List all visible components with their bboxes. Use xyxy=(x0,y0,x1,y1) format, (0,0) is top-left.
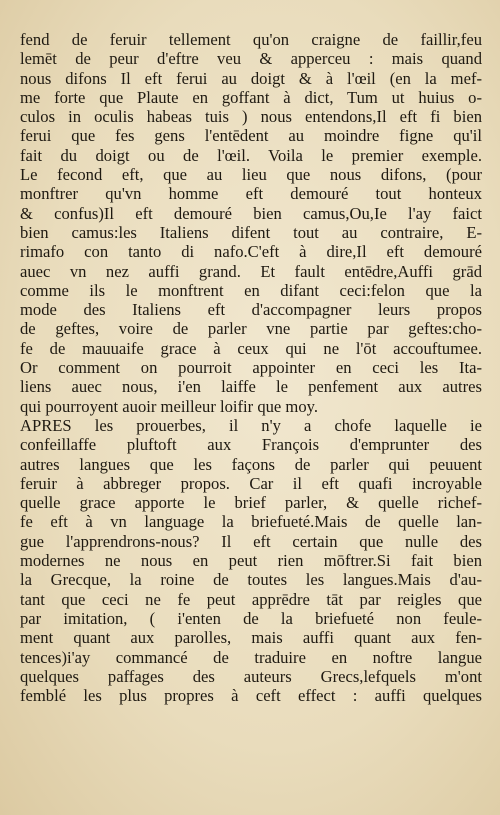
text-line: APRES les prouerbes, il n'y a chofe laquelle ie xyxy=(20,415,482,435)
text-line: lemēt de peur d'eftre veu & apperceu : mais quand xyxy=(20,49,482,69)
text-line: bien camus:les Italiens difent tout au contraire, E- xyxy=(20,222,482,242)
text-line: ment quant aux parolles, mais auffi quant aux fen- xyxy=(20,628,482,648)
text-line: monftrer qu'vn homme eft demouré tout honteux xyxy=(20,184,482,204)
text-line: modernes ne nous en peut rien mōftrer.Si fait bien xyxy=(20,551,482,571)
text-line: confeillaffe pluftoft aux François d'emprunter des xyxy=(20,435,482,455)
text-line: fait du doigt ou de l'œil. Voila le premier exemple. xyxy=(20,145,482,165)
text-line: autres langues que les façons de parler qui peuuent xyxy=(20,454,482,474)
text-line: rimafo con tanto di nafo.C'eft à dire,Il eft demouré xyxy=(20,242,482,262)
text-line: tant que ceci ne fe peut apprēdre tāt par reigles que xyxy=(20,589,482,609)
text-line: quelques paffages des auteurs Grecs,lefquels m'ont xyxy=(20,666,482,686)
text-line: la Grecque, la roine de toutes les langues.Mais d'au- xyxy=(20,570,482,590)
text-line: feruir à abbreger propos. Car il eft quafi incroyable xyxy=(20,473,482,493)
text-line: Or comment on pourroit appointer en ceci les Ita- xyxy=(20,358,482,378)
text-line: par imitation, ( i'enten de la briefueté non feule- xyxy=(20,608,482,628)
text-line: fe de mauuaife grace à ceux qui ne l'ōt accouftumee. xyxy=(20,338,482,358)
text-line: mode des Italiens eft d'accompagner leurs propos xyxy=(20,300,482,320)
text-line: fe eft à vn language la briefueté.Mais de quelle lan- xyxy=(20,512,482,532)
text-line: culos in oculis habeas tuis ) nous entendons,Il eft fi bien xyxy=(20,107,482,127)
text-line: de geftes, voire de parler vne partie par geftes:cho- xyxy=(20,319,482,339)
text-line: quelle grace apporte le brief parler, & quelle richef- xyxy=(20,493,482,513)
text-line: auec vn nez auffi grand. Et fault entēdre,Auffi grād xyxy=(20,261,482,281)
text-line: gue l'apprendrons-nous? Il eft certain que nulle des xyxy=(20,531,482,551)
text-line: liens auec nous, i'en laiffe le penfement aux autres xyxy=(20,377,482,397)
text-line: nous difons Il eft ferui au doigt & à l'œil (en la mef- xyxy=(20,68,482,88)
text-line: comme ils le monftrent en difant ceci:felon que la xyxy=(20,280,482,300)
text-line: Le fecond eft, que au lieu que nous difons, (pour xyxy=(20,165,482,185)
text-line: fend de feruir tellement qu'on craigne de faillir,feu xyxy=(20,30,482,49)
text-line: ferui que fes gens l'entēdent au moindre figne qu'il xyxy=(20,126,482,146)
page-text xyxy=(20,30,482,705)
text-line: & confus)Il eft demouré bien camus,Ou,Ie l'ay faict xyxy=(20,203,482,223)
text-line: qui pourroyent auoir meilleur loifir que moy. xyxy=(20,396,318,416)
text-line: me forte que Plaute en goffant à dict, Tum ut huius o- xyxy=(20,87,482,107)
text-line: tences)i'ay commancé de traduire en noftre langue xyxy=(20,647,482,667)
text-line: femblé les plus propres à ceft effect : auffi quelques xyxy=(20,686,482,706)
